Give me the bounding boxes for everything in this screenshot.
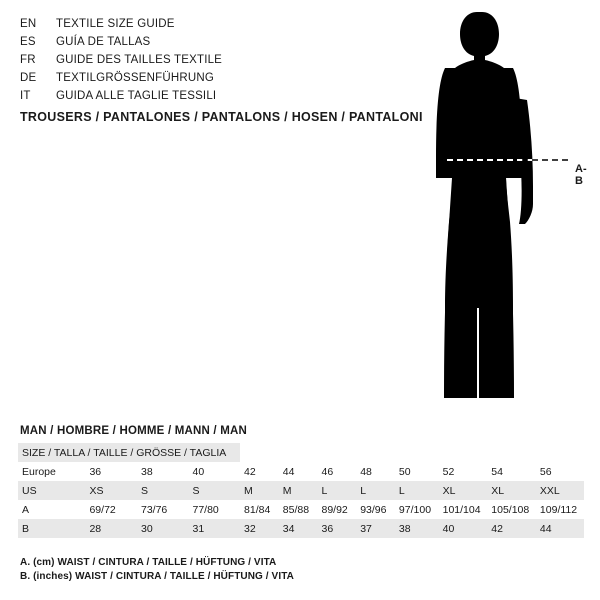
cell-value: 40 xyxy=(439,519,488,538)
cell-value: 42 xyxy=(487,519,536,538)
cell-value: 54 xyxy=(487,462,536,481)
language-list xyxy=(20,15,350,105)
cell-value: 36 xyxy=(317,519,356,538)
language-text-it: GUIDA ALLE TAGLIE TESSILI xyxy=(56,90,217,102)
footnote-a: A. (cm) WAIST / CINTURA / TAILLE / HÜFTUNG / VITA xyxy=(20,557,277,568)
cell-value: 32 xyxy=(240,519,279,538)
language-code-it: IT xyxy=(20,90,31,102)
cell-value: 89/92 xyxy=(317,500,356,519)
table-row xyxy=(18,462,584,481)
cell-value: 77/80 xyxy=(189,500,241,519)
language-code-fr: FR xyxy=(20,54,36,66)
cell-value: S xyxy=(189,481,241,500)
cell-value: 50 xyxy=(395,462,439,481)
cell-value: M xyxy=(240,481,279,500)
cell-value: 93/96 xyxy=(356,500,395,519)
cell-value: 48 xyxy=(356,462,395,481)
language-text-en: TEXTILE SIZE GUIDE xyxy=(56,18,175,30)
footnote-b: B. (inches) WAIST / CINTURA / TAILLE / HÜFTUNG / VITA xyxy=(20,571,294,582)
cell-value: 56 xyxy=(536,462,584,481)
cell-value: 37 xyxy=(356,519,395,538)
row-label: Europe xyxy=(18,462,85,481)
cell-value: 44 xyxy=(536,519,584,538)
cell-value: 28 xyxy=(85,519,137,538)
language-row-de xyxy=(20,69,350,87)
footnotes xyxy=(20,556,294,584)
cell-value: S xyxy=(137,481,189,500)
mannequin-silhouette-icon xyxy=(415,8,590,408)
cell-value: 38 xyxy=(137,462,189,481)
cell-value: M xyxy=(279,481,318,500)
cell-value: 38 xyxy=(395,519,439,538)
cell-value: 30 xyxy=(137,519,189,538)
cell-value: 97/100 xyxy=(395,500,439,519)
cell-value: XXL xyxy=(536,481,584,500)
row-label: US xyxy=(18,481,85,500)
cell-value: 31 xyxy=(189,519,241,538)
cell-value: XL xyxy=(439,481,488,500)
cell-value: 109/112 xyxy=(536,500,584,519)
cell-value: XS xyxy=(85,481,137,500)
table-row xyxy=(18,481,584,500)
cell-value: 34 xyxy=(279,519,318,538)
cell-value: 36 xyxy=(85,462,137,481)
language-text-fr: GUIDE DES TAILLES TEXTILE xyxy=(56,54,223,66)
cell-value: 40 xyxy=(189,462,241,481)
language-text-de: TEXTILGRÖSSENFÜHRUNG xyxy=(56,72,214,84)
language-code-es: ES xyxy=(20,36,36,48)
cell-value: 46 xyxy=(317,462,356,481)
measure-label-ab: A-B xyxy=(575,163,587,187)
table-row xyxy=(18,519,584,538)
cell-value: L xyxy=(356,481,395,500)
cell-value: 42 xyxy=(240,462,279,481)
language-row-it xyxy=(20,87,350,105)
cell-value: L xyxy=(395,481,439,500)
cell-value: 52 xyxy=(439,462,488,481)
cell-value: 81/84 xyxy=(240,500,279,519)
cell-value: 73/76 xyxy=(137,500,189,519)
language-row-es xyxy=(20,33,350,51)
cell-value: L xyxy=(317,481,356,500)
language-text-es: GUÍA DE TALLAS xyxy=(56,36,151,48)
table-row xyxy=(18,443,584,462)
cell-value: 101/104 xyxy=(439,500,488,519)
language-row-fr xyxy=(20,51,350,69)
garment-title: TROUSERS / PANTALONES / PANTALONS / HOSEN / PANTALONI xyxy=(20,110,423,124)
gender-title: MAN / HOMBRE / HOMME / MANN / MAN xyxy=(20,425,248,437)
language-row-en xyxy=(20,15,350,33)
table-row xyxy=(18,500,584,519)
figure-illustration xyxy=(415,8,590,408)
size-table xyxy=(18,443,584,538)
row-label: A xyxy=(18,500,85,519)
size-table-section xyxy=(18,425,584,538)
row-label: SIZE / TALLA / TAILLE / GRÖSSE / TAGLIA xyxy=(18,443,240,462)
cell-value: 69/72 xyxy=(85,500,137,519)
cell-value: 85/88 xyxy=(279,500,318,519)
cell-value: XL xyxy=(487,481,536,500)
cell-value: 105/108 xyxy=(487,500,536,519)
row-label: B xyxy=(18,519,85,538)
language-code-en: EN xyxy=(20,18,37,30)
cell-value: 44 xyxy=(279,462,318,481)
language-code-de: DE xyxy=(20,72,37,84)
